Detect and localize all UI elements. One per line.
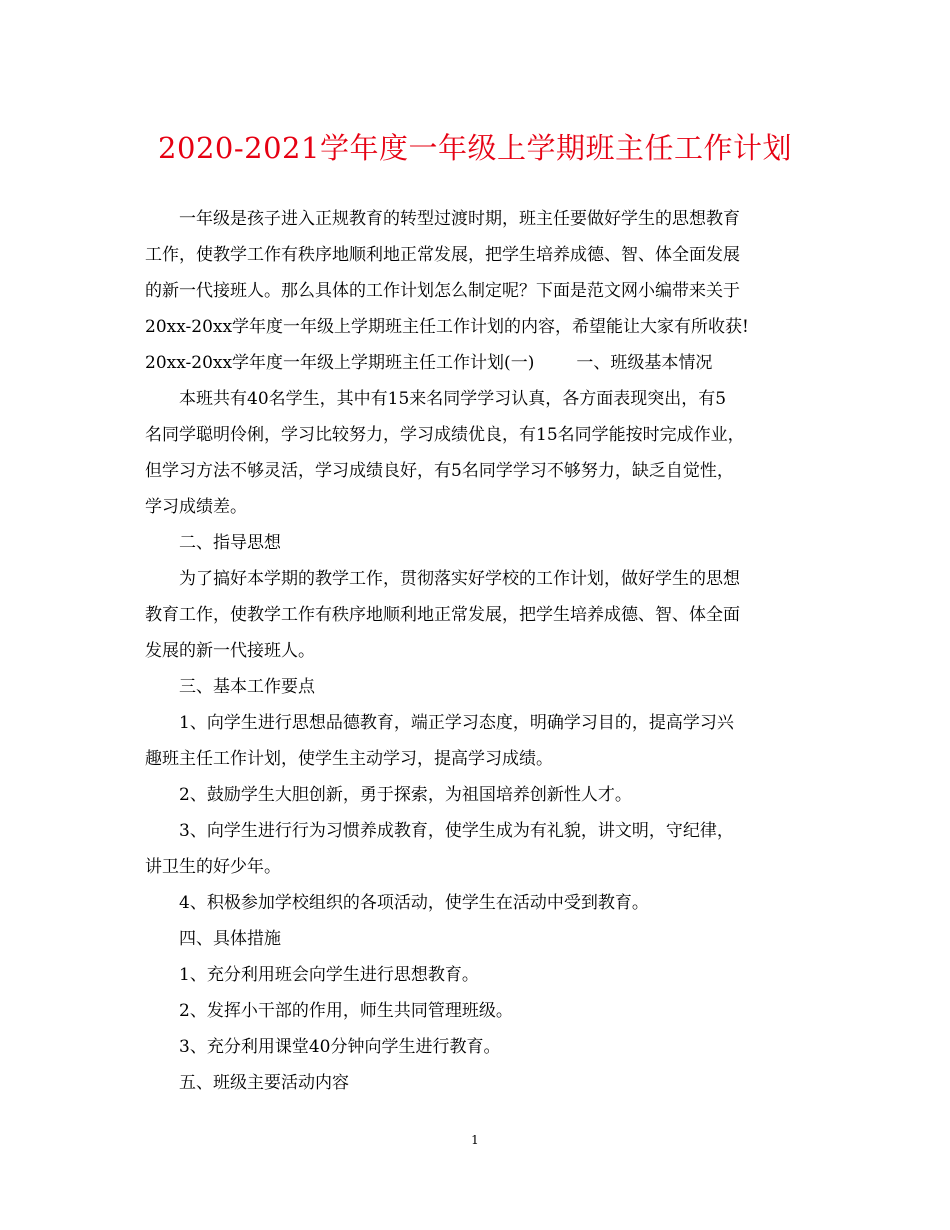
intro-line: 20xx-20xx学年度一年级上学期班主任工作计划的内容，希望能让大家有所收获! xyxy=(145,317,749,337)
section1-line: 名同学聪明伶俐，学习比较努力，学习成绩优良，有15名同学能按时完成作业， xyxy=(145,425,745,445)
section1-line: 学习成绩差。 xyxy=(145,497,247,517)
section3-line: 讲卫生的好少年。 xyxy=(145,857,281,877)
section4-item: 2、发挥小干部的作用，师生共同管理班级。 xyxy=(179,1001,513,1021)
subtitle-text: 20xx-20xx学年度一年级上学期班主任工作计划(一) xyxy=(145,353,535,373)
section2-line: 发展的新一代接班人。 xyxy=(145,641,315,661)
section1-paragraph xyxy=(145,381,810,525)
section3-line: 趣班主任工作计划，使学生主动学习，提高学习成绩。 xyxy=(145,749,553,769)
section3-heading: 三、基本工作要点 xyxy=(179,677,315,697)
intro-line: 工作，使教学工作有秩序地顺利地正常发展，把学生培养成德、智、体全面发展 xyxy=(145,245,740,265)
section3-item-2: 2、鼓励学生大胆创新，勇于探索，为祖国培养创新性人才。 xyxy=(179,785,632,805)
section3-item-1 xyxy=(145,705,810,777)
page-number: 1 xyxy=(471,1133,479,1147)
section1-line: 本班共有40名学生，其中有15来名同学学习认真，各方面表现突出，有5 xyxy=(179,389,727,409)
section4-heading: 四、具体措施 xyxy=(179,929,281,949)
section3-item-3 xyxy=(145,813,810,885)
intro-paragraph xyxy=(145,201,810,381)
section2-line: 教育工作，使教学工作有秩序地顺利地正常发展，把学生培养成德、智、体全面 xyxy=(145,605,740,625)
section4-item: 3、充分利用课堂40分钟向学生进行教育。 xyxy=(179,1037,501,1057)
section2-line: 为了搞好本学期的教学工作，贯彻落实好学校的工作计划，做好学生的思想 xyxy=(179,569,740,589)
section3-line: 1、向学生进行思想品德教育，端正学习态度，明确学习目的，提高学习兴 xyxy=(179,713,734,733)
intro-line: 的新一代接班人。那么具体的工作计划怎么制定呢？下面是范文网小编带来关于 xyxy=(145,281,740,301)
document-title: 2020-2021学年度一年级上学期班主任工作计划 xyxy=(158,131,792,165)
section5-heading: 五、班级主要活动内容 xyxy=(179,1073,349,1093)
section1-line: 但学习方法不够灵活，学习成绩良好，有5名同学学习不够努力，缺乏自觉性， xyxy=(145,461,734,481)
section4-item: 1、充分利用班会向学生进行思想教育。 xyxy=(179,965,479,985)
section3-line: 3、向学生进行行为习惯养成教育，使学生成为有礼貌，讲文明，守纪律， xyxy=(179,821,734,841)
section2-paragraph xyxy=(145,561,810,669)
document-body xyxy=(145,201,810,1101)
section1-heading: 一、班级基本情况 xyxy=(576,353,713,373)
section3-item-4: 4、积极参加学校组织的各项活动，使学生在活动中受到教育。 xyxy=(179,893,649,913)
section2-heading: 二、指导思想 xyxy=(179,533,281,553)
subtitle-line xyxy=(145,345,810,381)
intro-line: 一年级是孩子进入正规教育的转型过渡时期，班主任要做好学生的思想教育 xyxy=(179,209,740,229)
